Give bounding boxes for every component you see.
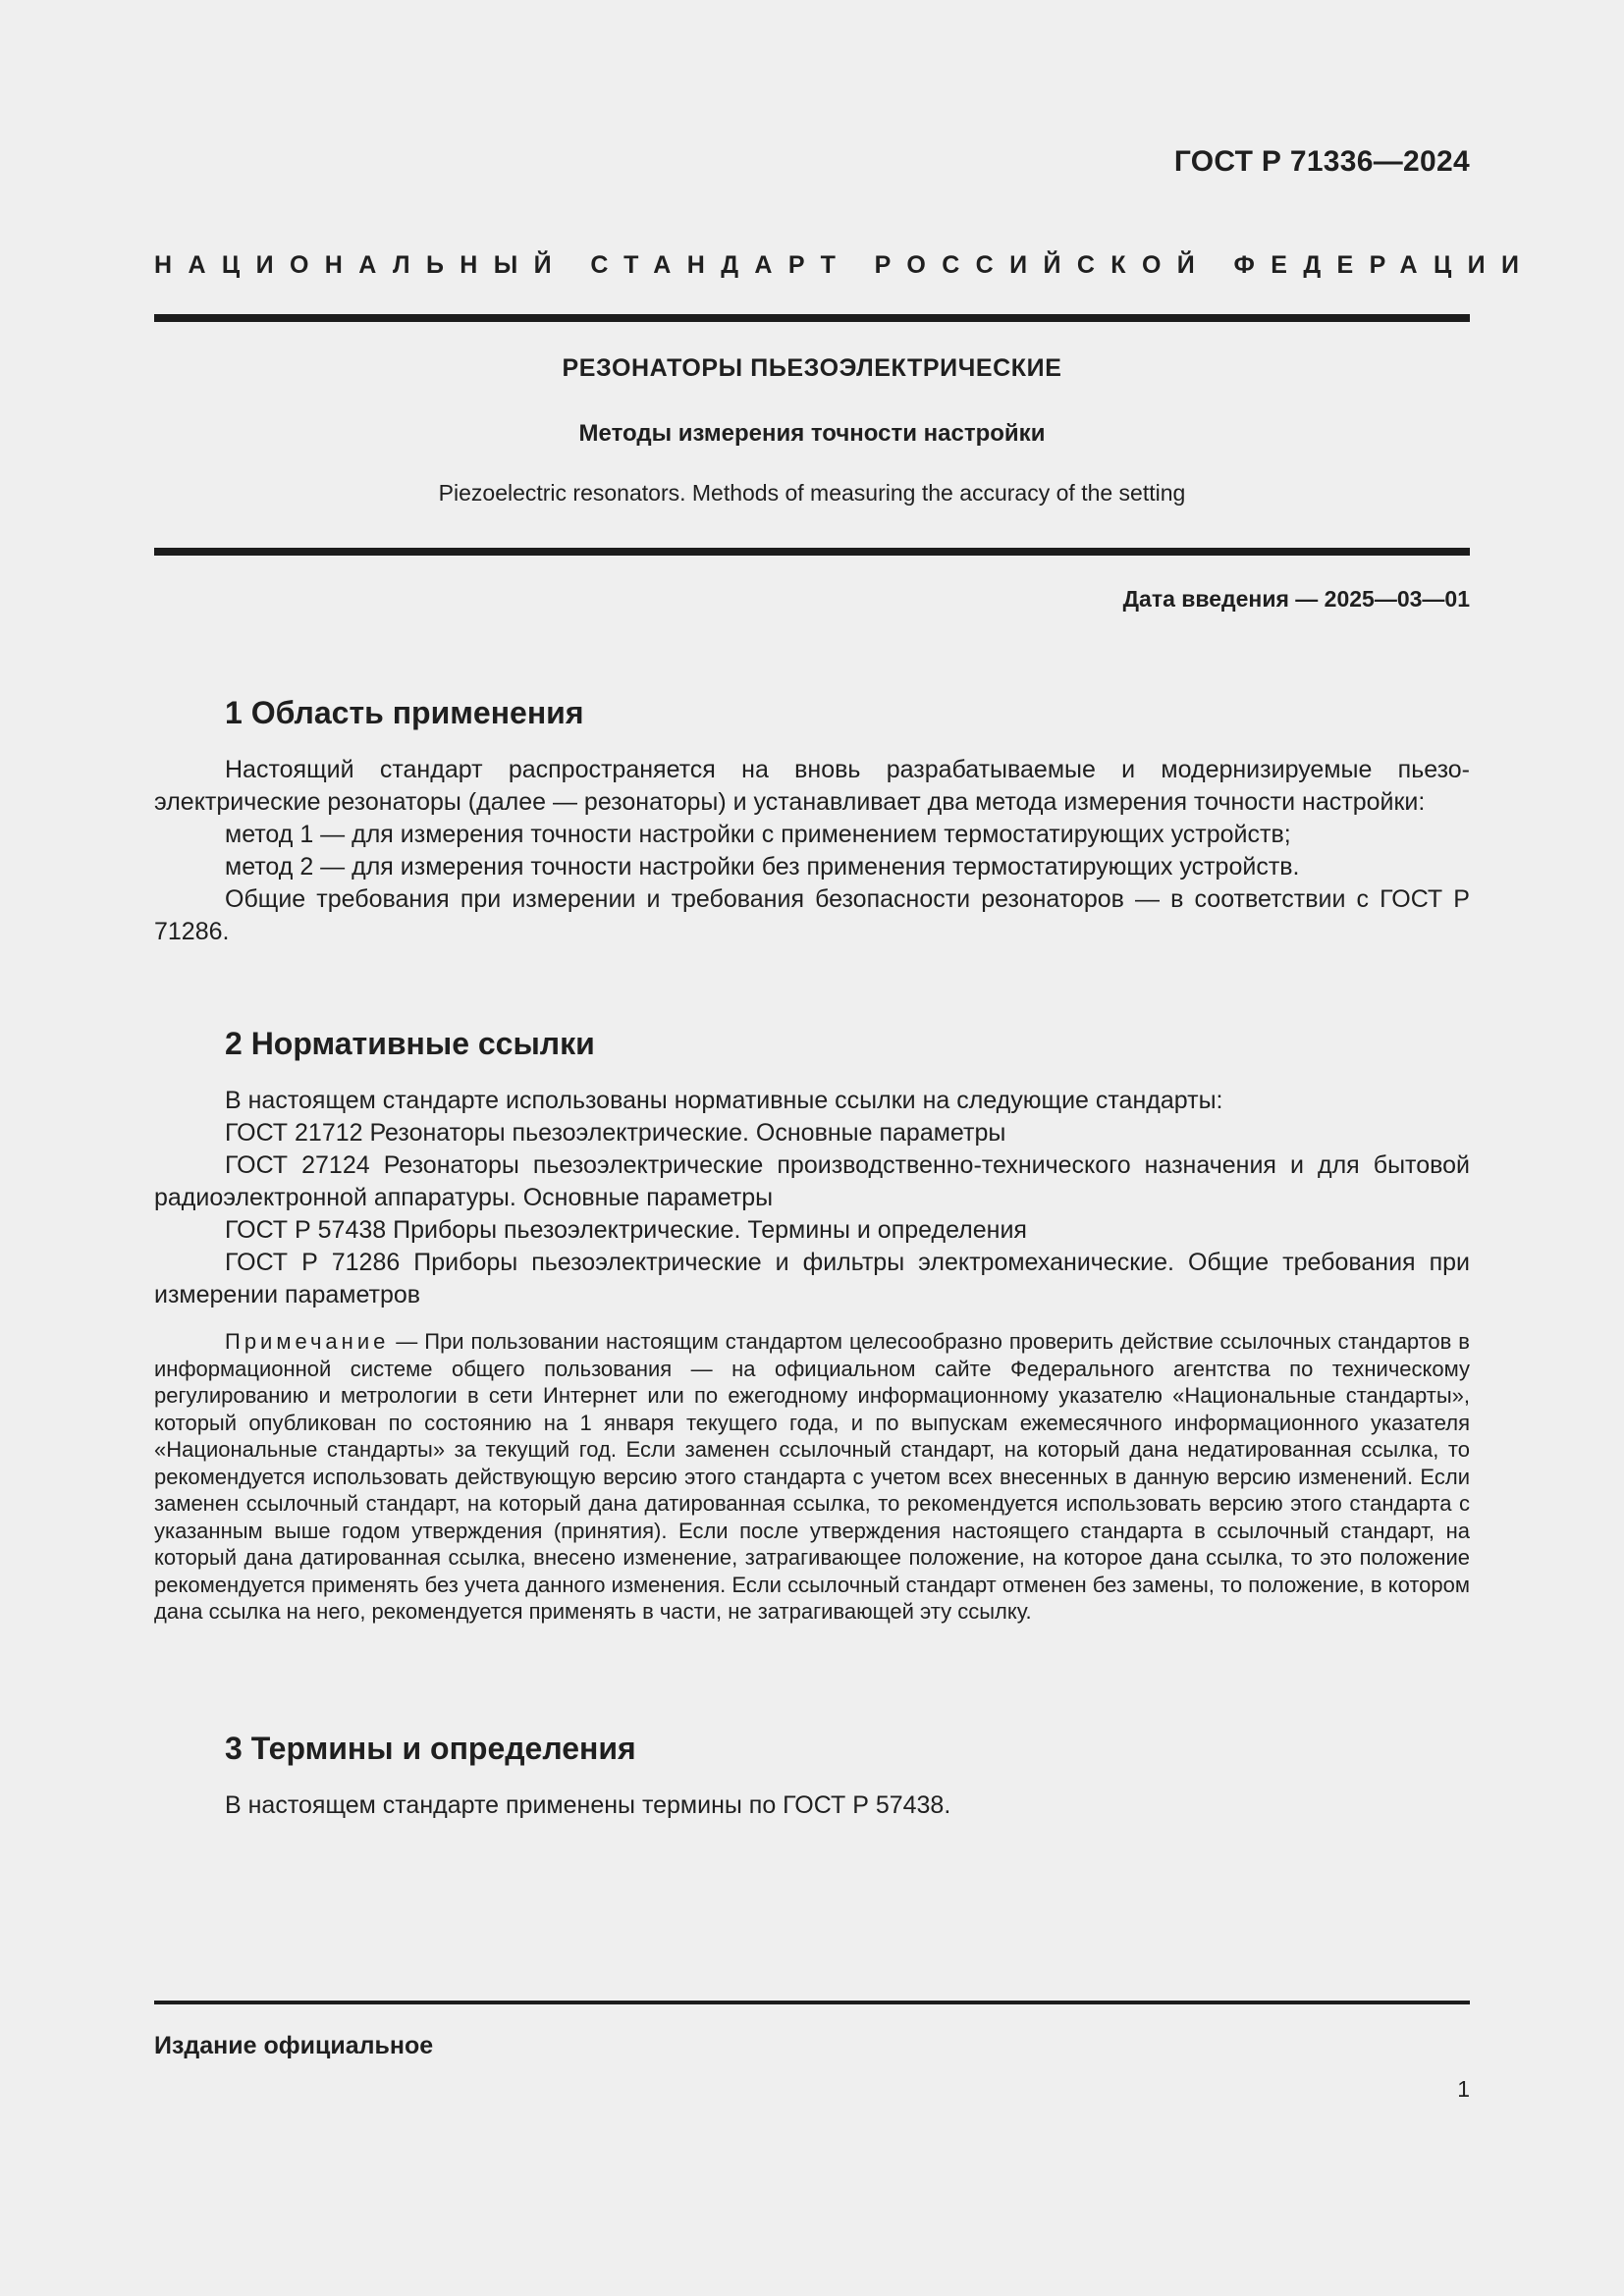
section-1-paragraph: Настоящий стандарт распространяется на вновь разрабатываемые и модернизируемые пьезоэлектрические резонаторы (далее — резонаторы) и устанавливает два метода измерения точности настройки: bbox=[154, 756, 1470, 816]
section-2-paragraph: В настоящем стандарте использованы нормативные ссылки на следующие стандарты: bbox=[225, 1087, 1223, 1114]
section-1-paragraph: метод 1 — для измерения точности настройки с применением термостатирующих устройств; bbox=[225, 821, 1291, 848]
section-1-body bbox=[154, 754, 1470, 948]
header-rule-bottom bbox=[154, 548, 1470, 556]
normative-reference: ГОСТ Р 57438 Приборы пьезоэлектрические. Термины и определения bbox=[225, 1216, 1027, 1244]
header-rule-top bbox=[154, 314, 1470, 322]
note-label: Примечание bbox=[225, 1329, 390, 1354]
section-2-title: 2 Нормативные ссылки bbox=[225, 1026, 595, 1061]
footer-rule bbox=[154, 2001, 1470, 2004]
edition-label: Издание официальное bbox=[154, 2032, 434, 2059]
standard-title-english: Piezoelectric resonators. Methods of measuring the accuracy of the setting bbox=[438, 480, 1186, 506]
section-3-title: 3 Термины и определения bbox=[225, 1731, 636, 1766]
note-text: — При пользовании настоящим стандартом целесообразно проверить действие ссылочных стандартов в информационной системе общего пользования — на официальном сайте Федерального агентства по техническому регулированию и метрологии в сети Интернет или по ежегодному информационному указателю «Национальные стандарты», который опубликован по состоянию на 1 января текущего года, и по выпускам ежемесячного информационного указателя «Национальные стандарты» за текущий год. Если заменен ссылочный стандарт, на который дана недатированная ссылка, то рекомендуется использовать действующую версию этого стандарта с учетом всех внесенных в данную версию изменений. Если заменен ссылочный стандарт, на который дана датированная ссылка, то рекомендуется использовать версию этого стандарта с указанным выше годом утверждения (принятия). Если после утверждения настоящего стандарта в ссылочный стандарт, на который дана датированная ссылка, внесено изменение, затрагивающее положение, на которое дана ссылка, то это положение рекомендуется применять без учета данного изменения. Если ссылочный стандарт отменен без замены, то положение, в котором дана ссылка на него, рекомендуется применять в части, не затрагивающей эту ссылку. bbox=[154, 1329, 1470, 1624]
national-standard-heading: НАЦИОНАЛЬНЫЙ СТАНДАРТ РОССИЙСКОЙ ФЕДЕРАЦИИ bbox=[154, 251, 1536, 279]
section-3-body bbox=[154, 1789, 1470, 1822]
page-number: 1 bbox=[1457, 2076, 1470, 2102]
normative-reference: ГОСТ Р 71286 Приборы пьезоэлектрические и фильтры электромеханические. Общие требования при измерении параметров bbox=[154, 1249, 1470, 1308]
normative-reference: ГОСТ 21712 Резонаторы пьезоэлектрические. Основные параметры bbox=[225, 1119, 1006, 1147]
section-1-title: 1 Область применения bbox=[225, 695, 584, 730]
section-2-body bbox=[154, 1085, 1470, 1311]
section-3-paragraph: В настоящем стандарте применены термины по ГОСТ Р 57438. bbox=[225, 1791, 951, 1819]
document-number: ГОСТ Р 71336—2024 bbox=[1173, 145, 1470, 178]
section-1-paragraph: Общие требования при измерении и требования безопасности резонаторов — в соответствии с ГОСТ Р 71286. bbox=[154, 885, 1470, 945]
section-1-paragraph: метод 2 — для измерения точности настройки без применения термостатирующих устройств. bbox=[225, 853, 1300, 881]
normative-reference: ГОСТ 27124 Резонаторы пьезоэлектрические производственно-технического назначения и для бытовой радиоэлектронной аппаратуры. Основные параметры bbox=[154, 1151, 1470, 1211]
standard-title: РЕЗОНАТОРЫ ПЬЕЗОЭЛЕКТРИЧЕСКИЕ bbox=[562, 354, 1062, 382]
section-2-note bbox=[154, 1328, 1470, 1626]
standard-subtitle: Методы измерения точности настройки bbox=[578, 420, 1046, 447]
introduction-date: Дата введения — 2025—03—01 bbox=[1122, 586, 1470, 612]
